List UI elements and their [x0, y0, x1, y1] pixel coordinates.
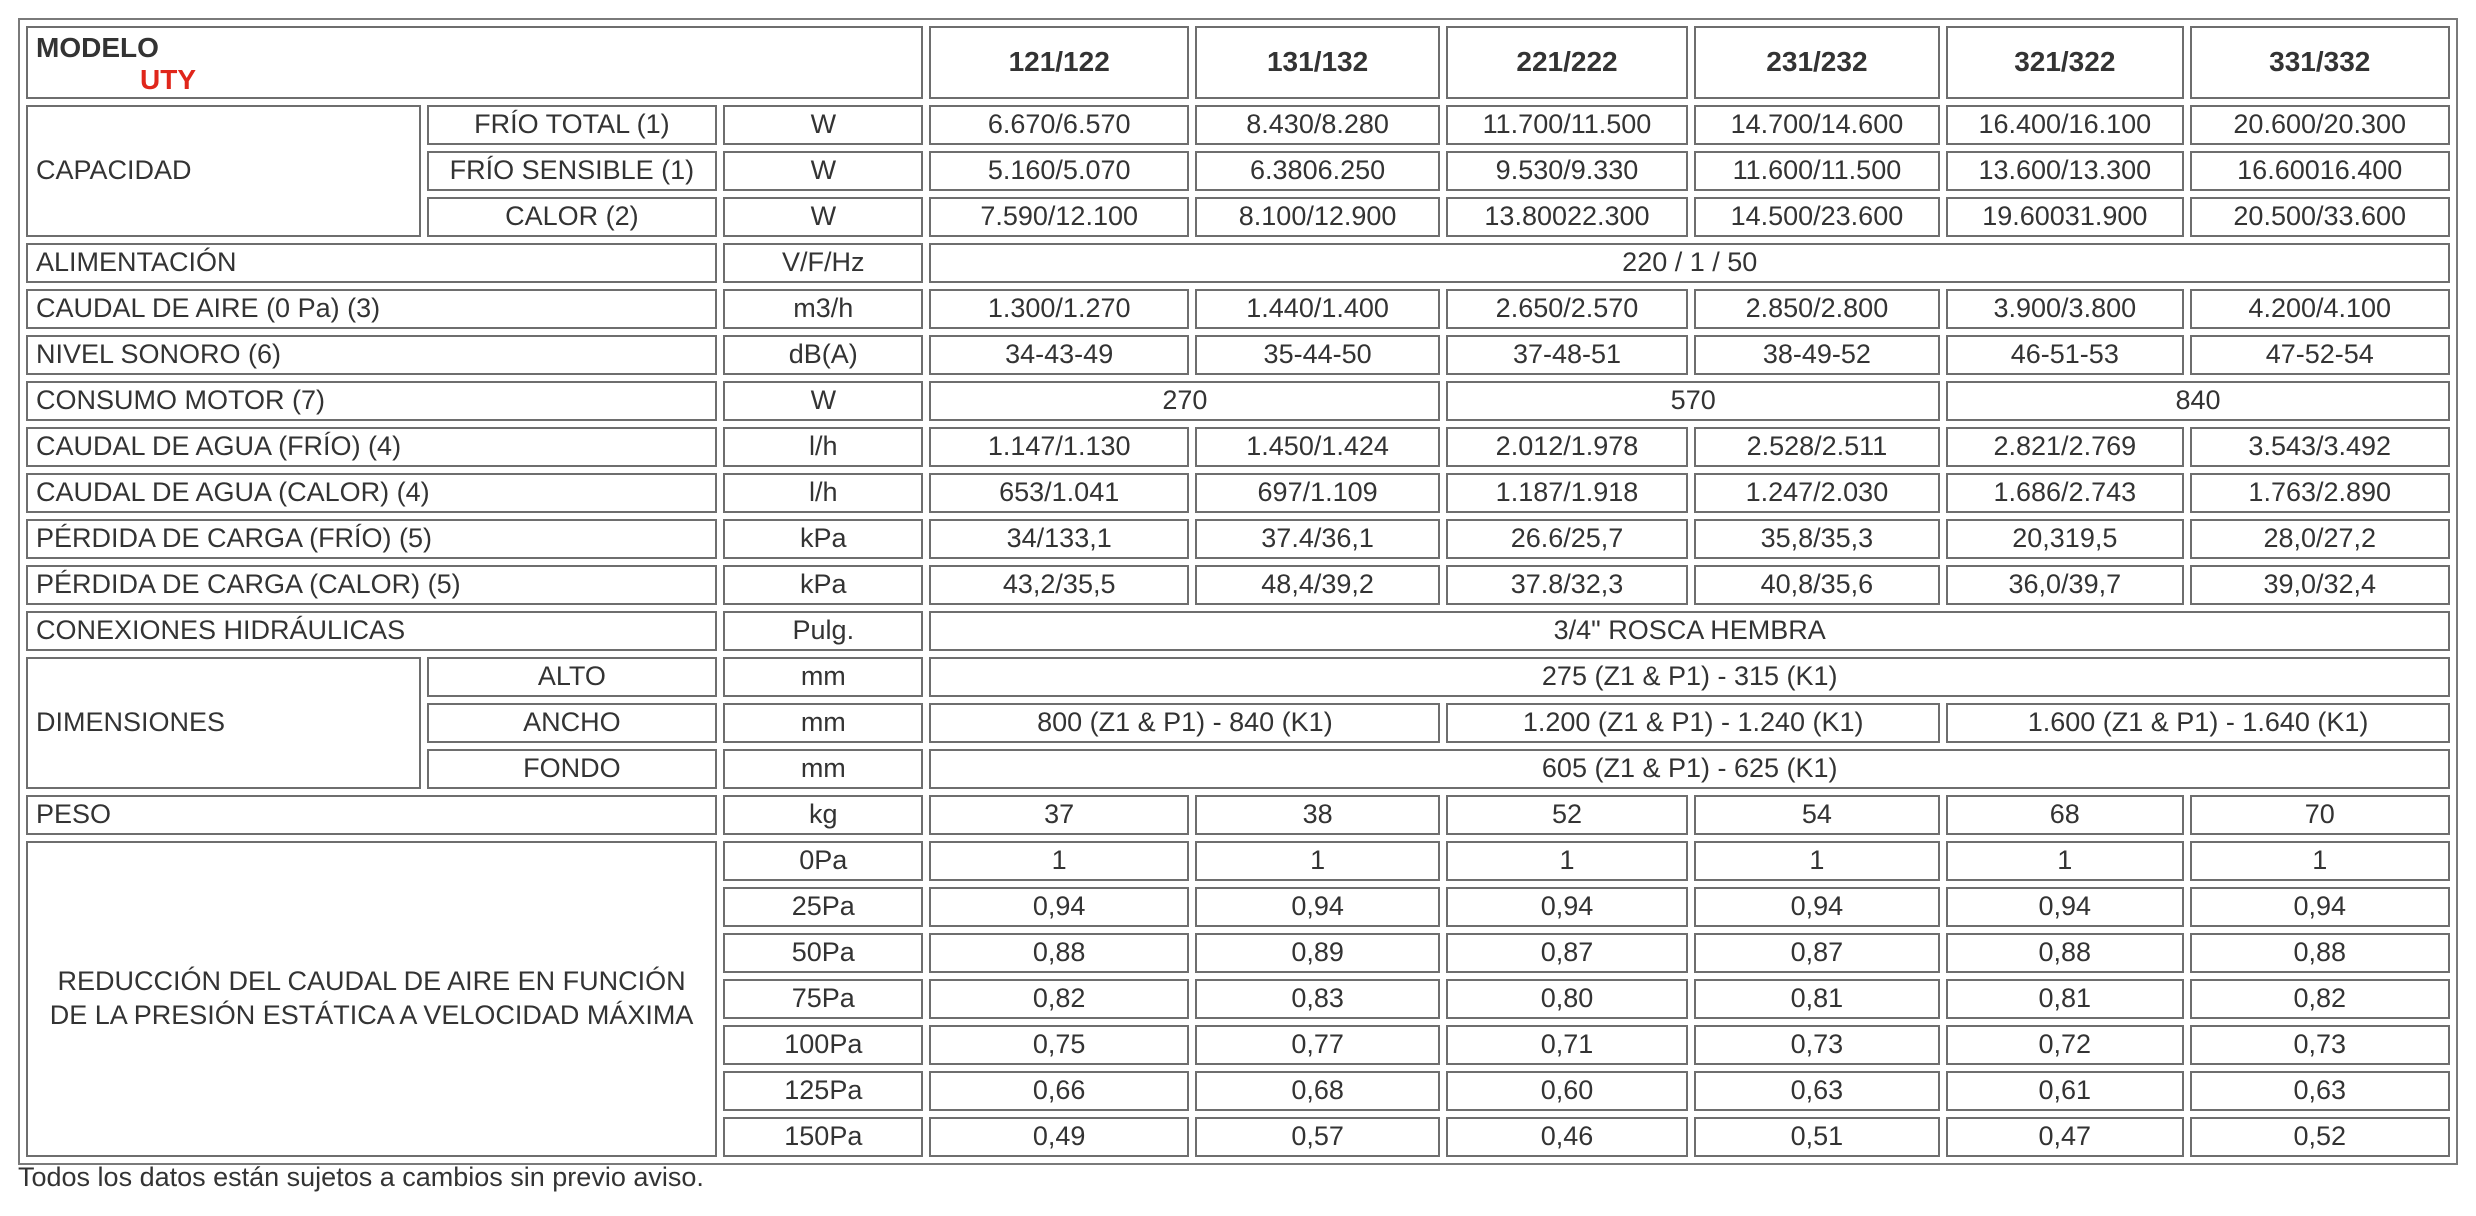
value-cell: 43,2/35,5 — [929, 565, 1188, 605]
pressure-cell: 75Pa — [723, 979, 923, 1019]
value-cell: 48,4/39,2 — [1195, 565, 1440, 605]
unit-cell: l/h — [723, 473, 923, 513]
unit-cell: l/h — [723, 427, 923, 467]
unit-cell: kg — [723, 795, 923, 835]
value-cell: 605 (Z1 & P1) - 625 (K1) — [929, 749, 2450, 789]
value-cell: 1 — [1195, 841, 1440, 881]
table-row — [26, 427, 2450, 467]
value-cell: 0,82 — [929, 979, 1188, 1019]
row-label-reduccion: REDUCCIÓN DEL CAUDAL DE AIRE EN FUNCIÓN DE LA PRESIÓN ESTÁTICA A VELOCIDAD MÁXIMA — [26, 841, 717, 1157]
value-cell: 40,8/35,6 — [1694, 565, 1940, 605]
value-cell: 28,0/27,2 — [2190, 519, 2451, 559]
value-cell: 0,94 — [929, 887, 1188, 927]
value-cell: 1.147/1.130 — [929, 427, 1188, 467]
value-cell: 0,61 — [1946, 1071, 2183, 1111]
value-cell: 1.247/2.030 — [1694, 473, 1940, 513]
table-row — [26, 289, 2450, 329]
value-cell: 0,94 — [1694, 887, 1940, 927]
value-cell: 220 / 1 / 50 — [929, 243, 2450, 283]
row-label-capacidad: CAPACIDAD — [26, 105, 421, 237]
value-cell: 14.500/23.600 — [1694, 197, 1940, 237]
value-cell: 52 — [1446, 795, 1687, 835]
table-row — [26, 611, 2450, 651]
value-cell: 0,52 — [2190, 1117, 2451, 1157]
value-cell: 35-44-50 — [1195, 335, 1440, 375]
value-cell: 0,51 — [1694, 1117, 1940, 1157]
row-label-peso: PESO — [26, 795, 717, 835]
unit-cell: m3/h — [723, 289, 923, 329]
pressure-cell: 100Pa — [723, 1025, 923, 1065]
pressure-cell: 150Pa — [723, 1117, 923, 1157]
value-cell: 37 — [929, 795, 1188, 835]
row-label-perdida-calor: PÉRDIDA DE CARGA (CALOR) (5) — [26, 565, 717, 605]
value-cell: 9.530/9.330 — [1446, 151, 1687, 191]
row-label-nivel-sonoro: NIVEL SONORO (6) — [26, 335, 717, 375]
modelo-sub-label: UTY — [140, 64, 196, 96]
value-cell: 275 (Z1 & P1) - 315 (K1) — [929, 657, 2450, 697]
value-cell: 2.012/1.978 — [1446, 427, 1687, 467]
value-cell: 1 — [2190, 841, 2451, 881]
value-cell: 2.850/2.800 — [1694, 289, 1940, 329]
value-cell: 0,68 — [1195, 1071, 1440, 1111]
value-cell: 14.700/14.600 — [1694, 105, 1940, 145]
value-cell: 8.430/8.280 — [1195, 105, 1440, 145]
row-label-conexiones: CONEXIONES HIDRÁULICAS — [26, 611, 717, 651]
value-cell: 26.6/25,7 — [1446, 519, 1687, 559]
value-cell: 19.60031.900 — [1946, 197, 2183, 237]
value-cell: 0,75 — [929, 1025, 1188, 1065]
value-cell: 0,77 — [1195, 1025, 1440, 1065]
value-cell: 1.450/1.424 — [1195, 427, 1440, 467]
value-cell: 1 — [1446, 841, 1687, 881]
unit-cell: mm — [723, 703, 923, 743]
value-cell: 0,60 — [1446, 1071, 1687, 1111]
value-cell: 3.543/3.492 — [2190, 427, 2451, 467]
value-cell: 0,47 — [1946, 1117, 2183, 1157]
table-row — [26, 841, 2450, 881]
unit-cell: mm — [723, 657, 923, 697]
value-cell: 0,87 — [1694, 933, 1940, 973]
sub-label: ALTO — [427, 657, 717, 697]
value-cell: 2.650/2.570 — [1446, 289, 1687, 329]
value-cell: 13.80022.300 — [1446, 197, 1687, 237]
value-cell: 13.600/13.300 — [1946, 151, 2183, 191]
pressure-cell: 0Pa — [723, 841, 923, 881]
value-cell: 0,63 — [1694, 1071, 1940, 1111]
unit-cell: W — [723, 381, 923, 421]
value-cell: 2.528/2.511 — [1694, 427, 1940, 467]
value-cell: 2.821/2.769 — [1946, 427, 2183, 467]
value-cell: 0,71 — [1446, 1025, 1687, 1065]
value-cell: 0,73 — [2190, 1025, 2451, 1065]
value-cell: 1.440/1.400 — [1195, 289, 1440, 329]
model-header: 131/132 — [1195, 26, 1440, 99]
value-cell: 1.200 (Z1 & P1) - 1.240 (K1) — [1446, 703, 1940, 743]
value-cell: 11.600/11.500 — [1694, 151, 1940, 191]
value-cell: 1.600 (Z1 & P1) - 1.640 (K1) — [1946, 703, 2450, 743]
value-cell: 70 — [2190, 795, 2451, 835]
row-label-caudal-aire: CAUDAL DE AIRE (0 Pa) (3) — [26, 289, 717, 329]
value-cell: 20.500/33.600 — [2190, 197, 2451, 237]
header-row — [26, 26, 2450, 99]
value-cell: 697/1.109 — [1195, 473, 1440, 513]
unit-cell: W — [723, 151, 923, 191]
value-cell: 0,88 — [929, 933, 1188, 973]
value-cell: 16.60016.400 — [2190, 151, 2451, 191]
value-cell: 1 — [929, 841, 1188, 881]
value-cell: 0,94 — [1946, 887, 2183, 927]
value-cell: 0,73 — [1694, 1025, 1940, 1065]
table-row — [26, 473, 2450, 513]
value-cell: 3/4" ROSCA HEMBRA — [929, 611, 2450, 651]
row-label-dimensiones: DIMENSIONES — [26, 657, 421, 789]
value-cell: 37.8/32,3 — [1446, 565, 1687, 605]
row-label-perdida-frio: PÉRDIDA DE CARGA (FRÍO) (5) — [26, 519, 717, 559]
value-cell: 0,94 — [1195, 887, 1440, 927]
modelo-label: MODELO — [36, 32, 159, 63]
table-row — [26, 565, 2450, 605]
value-cell: 11.700/11.500 — [1446, 105, 1687, 145]
value-cell: 36,0/39,7 — [1946, 565, 2183, 605]
value-cell: 34-43-49 — [929, 335, 1188, 375]
value-cell: 0,88 — [1946, 933, 2183, 973]
unit-cell: W — [723, 105, 923, 145]
pressure-cell: 125Pa — [723, 1071, 923, 1111]
value-cell: 570 — [1446, 381, 1940, 421]
value-cell: 0,81 — [1694, 979, 1940, 1019]
model-header: 321/322 — [1946, 26, 2183, 99]
row-label-consumo-motor: CONSUMO MOTOR (7) — [26, 381, 717, 421]
value-cell: 1 — [1694, 841, 1940, 881]
table-row — [26, 243, 2450, 283]
modelo-header-cell — [26, 26, 923, 99]
sub-label: ANCHO — [427, 703, 717, 743]
table-row — [26, 335, 2450, 375]
value-cell: 39,0/32,4 — [2190, 565, 2451, 605]
value-cell: 34/133,1 — [929, 519, 1188, 559]
value-cell: 0,94 — [1446, 887, 1687, 927]
value-cell: 1.686/2.743 — [1946, 473, 2183, 513]
unit-cell: kPa — [723, 519, 923, 559]
value-cell: 800 (Z1 & P1) - 840 (K1) — [929, 703, 1440, 743]
value-cell: 4.200/4.100 — [2190, 289, 2451, 329]
table-row — [26, 519, 2450, 559]
footnote-disclaimer: Todos los datos están sujetos a cambios sin previo aviso. — [18, 1162, 704, 1192]
sub-label: FRÍO TOTAL (1) — [427, 105, 717, 145]
value-cell: 0,57 — [1195, 1117, 1440, 1157]
sub-label: CALOR (2) — [427, 197, 717, 237]
pressure-cell: 50Pa — [723, 933, 923, 973]
value-cell: 0,87 — [1446, 933, 1687, 973]
value-cell: 6.3806.250 — [1195, 151, 1440, 191]
value-cell: 0,94 — [2190, 887, 2451, 927]
sub-label: FONDO — [427, 749, 717, 789]
value-cell: 0,63 — [2190, 1071, 2451, 1111]
value-cell: 653/1.041 — [929, 473, 1188, 513]
value-cell: 38 — [1195, 795, 1440, 835]
value-cell: 0,82 — [2190, 979, 2451, 1019]
row-label-caudal-agua-calor: CAUDAL DE AGUA (CALOR) (4) — [26, 473, 717, 513]
value-cell: 0,88 — [2190, 933, 2451, 973]
value-cell: 0,89 — [1195, 933, 1440, 973]
specifications-table — [18, 18, 2458, 1165]
value-cell: 0,46 — [1446, 1117, 1687, 1157]
table-row — [26, 381, 2450, 421]
unit-cell: kPa — [723, 565, 923, 605]
value-cell: 54 — [1694, 795, 1940, 835]
pressure-cell: 25Pa — [723, 887, 923, 927]
value-cell: 8.100/12.900 — [1195, 197, 1440, 237]
value-cell: 1.187/1.918 — [1446, 473, 1687, 513]
model-header: 231/232 — [1694, 26, 1940, 99]
model-header: 221/222 — [1446, 26, 1687, 99]
value-cell: 7.590/12.100 — [929, 197, 1188, 237]
unit-cell: Pulg. — [723, 611, 923, 651]
unit-cell: W — [723, 197, 923, 237]
unit-cell: mm — [723, 749, 923, 789]
value-cell: 6.670/6.570 — [929, 105, 1188, 145]
value-cell: 1.300/1.270 — [929, 289, 1188, 329]
table-row — [26, 657, 2450, 697]
value-cell: 37-48-51 — [1446, 335, 1687, 375]
model-header: 121/122 — [929, 26, 1188, 99]
value-cell: 0,66 — [929, 1071, 1188, 1111]
value-cell: 38-49-52 — [1694, 335, 1940, 375]
value-cell: 20.600/20.300 — [2190, 105, 2451, 145]
model-header: 331/332 — [2190, 26, 2451, 99]
sub-label: FRÍO SENSIBLE (1) — [427, 151, 717, 191]
value-cell: 1.763/2.890 — [2190, 473, 2451, 513]
value-cell: 68 — [1946, 795, 2183, 835]
value-cell: 35,8/35,3 — [1694, 519, 1940, 559]
value-cell: 840 — [1946, 381, 2450, 421]
value-cell: 0,81 — [1946, 979, 2183, 1019]
value-cell: 0,80 — [1446, 979, 1687, 1019]
value-cell: 0,49 — [929, 1117, 1188, 1157]
value-cell: 0,72 — [1946, 1025, 2183, 1065]
value-cell: 270 — [929, 381, 1440, 421]
value-cell: 1 — [1946, 841, 2183, 881]
value-cell: 16.400/16.100 — [1946, 105, 2183, 145]
row-label-alimentacion: ALIMENTACIÓN — [26, 243, 717, 283]
table-row — [26, 105, 2450, 145]
value-cell: 5.160/5.070 — [929, 151, 1188, 191]
value-cell: 0,83 — [1195, 979, 1440, 1019]
value-cell: 3.900/3.800 — [1946, 289, 2183, 329]
row-label-caudal-agua-frio: CAUDAL DE AGUA (FRÍO) (4) — [26, 427, 717, 467]
value-cell: 47-52-54 — [2190, 335, 2451, 375]
unit-cell: dB(A) — [723, 335, 923, 375]
value-cell: 37.4/36,1 — [1195, 519, 1440, 559]
table-row — [26, 795, 2450, 835]
value-cell: 20,319,5 — [1946, 519, 2183, 559]
unit-cell: V/F/Hz — [723, 243, 923, 283]
value-cell: 46-51-53 — [1946, 335, 2183, 375]
